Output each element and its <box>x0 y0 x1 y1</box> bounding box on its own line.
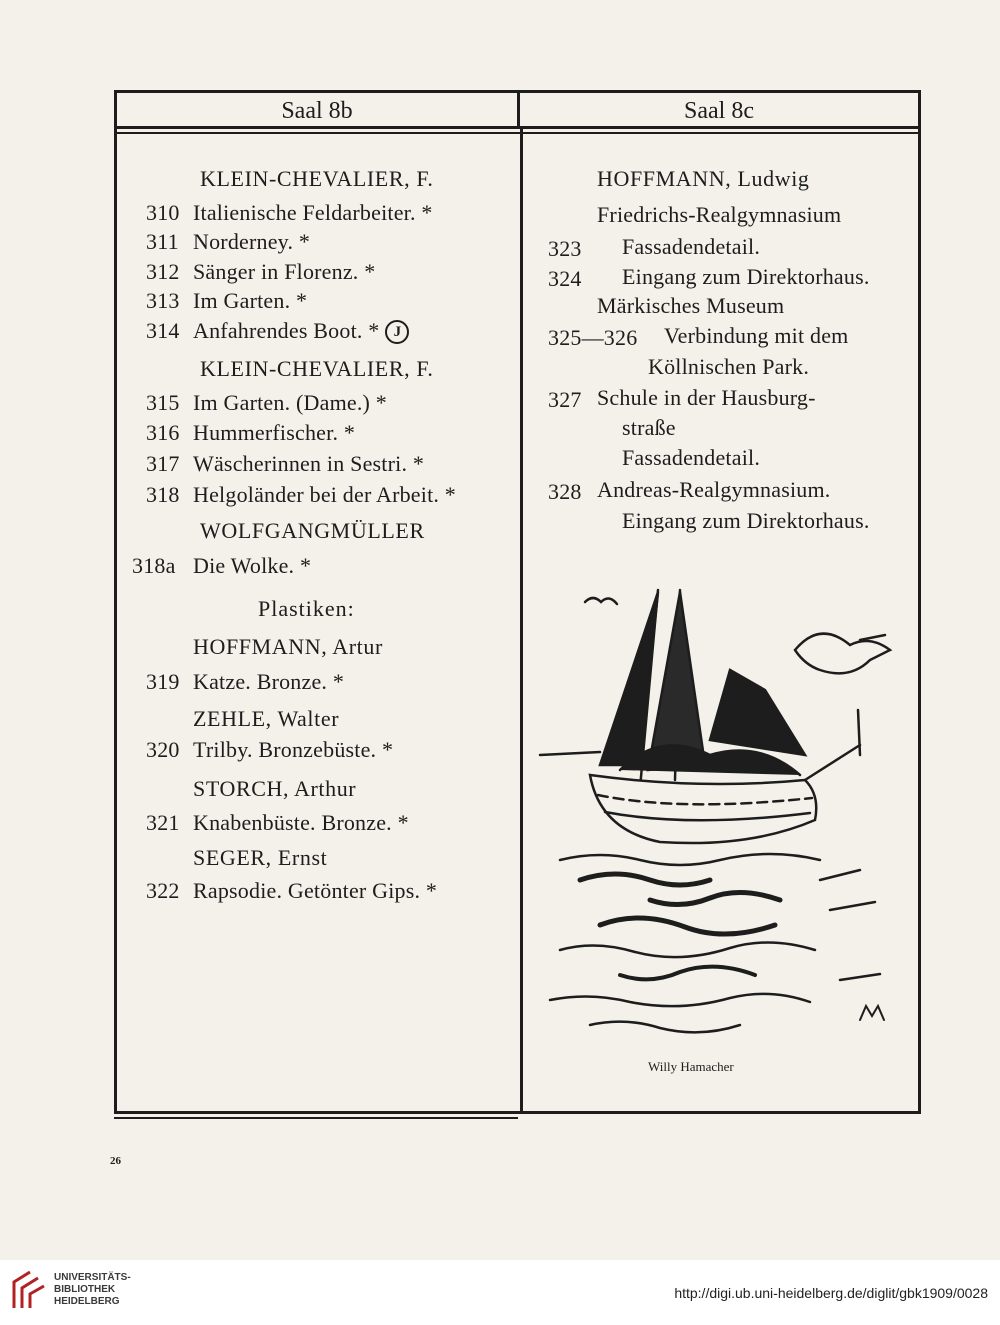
artist-name: HOFFMANN, Ludwig <box>597 166 810 191</box>
section-heading: Plastiken: <box>258 596 355 621</box>
artist-name: WOLFGANGMÜLLER <box>200 518 425 543</box>
artwork-title: Wäscherinnen in Sestri. * <box>193 451 425 476</box>
catalog-number: 314 <box>146 318 180 343</box>
artwork-title: Im Garten. (Dame.) * <box>193 390 387 415</box>
artwork-title: Schule in der Hausburg- <box>597 385 816 410</box>
catalog-number: 310 <box>146 200 180 225</box>
artwork-title: Andreas-Realgymnasium. <box>597 477 831 502</box>
frame-bottom-rule <box>114 1117 518 1119</box>
illustration-caption: Willy Hamacher <box>648 1059 734 1074</box>
catalog-number: 324 <box>548 266 582 291</box>
artwork-title: Hummerfischer. * <box>193 420 356 445</box>
catalog-number: 318a <box>132 553 176 578</box>
j-badge-icon: J <box>385 320 409 344</box>
artwork-title: Knabenbüste. Bronze. * <box>193 810 409 835</box>
artwork-title: Helgoländer bei der Arbeit. * <box>193 482 456 507</box>
artwork-title: Italienische Feldarbeiter. * <box>193 200 433 225</box>
building-name: Märkisches Museum <box>597 293 785 318</box>
artwork-title: Verbindung mit dem <box>664 323 849 348</box>
catalog-number: 327 <box>548 387 582 412</box>
artwork-title: Katze. Bronze. * <box>193 669 345 694</box>
artwork-title: Die Wolke. * <box>193 553 312 578</box>
catalog-number: 321 <box>146 810 180 835</box>
artwork-title: Norderney. * <box>193 229 311 254</box>
catalog-number: 316 <box>146 420 180 445</box>
source-url-link[interactable]: http://digi.ub.uni-heidelberg.de/diglit/gbk1909/0028 <box>674 1285 988 1301</box>
artwork-title-cont: Fassadendetail. <box>622 445 761 470</box>
catalog-number: 325—326 <box>548 325 638 350</box>
artist-name: STORCH, Arthur <box>193 776 357 801</box>
artist-name: SEGER, Ernst <box>193 845 328 870</box>
catalog-number: 328 <box>548 479 582 504</box>
catalog-number: 313 <box>146 288 180 313</box>
logo-line: UNIVERSITÄTS- <box>54 1272 131 1283</box>
artist-name: KLEIN-CHEVALIER, F. <box>200 356 434 381</box>
catalog-number: 311 <box>146 229 179 254</box>
header-saal-8b: Saal 8b <box>117 93 520 129</box>
university-logo-text <box>54 1272 131 1308</box>
artwork-title-cont: straße <box>622 415 676 440</box>
catalog-number: 317 <box>146 451 180 476</box>
artist-name: HOFFMANN, Artur <box>193 634 383 659</box>
artwork-title-cont: Eingang zum Direktorhaus. <box>622 508 870 533</box>
university-logo-icon <box>10 1270 46 1310</box>
catalog-number: 322 <box>146 878 180 903</box>
artwork-title: Im Garten. * <box>193 288 308 313</box>
catalog-number: 319 <box>146 669 180 694</box>
artist-name: KLEIN-CHEVALIER, F. <box>200 166 434 191</box>
artwork-title: Eingang zum Direktorhaus. <box>622 264 870 289</box>
artwork-title: Trilby. Bronzebüste. * <box>193 737 394 762</box>
page-number: 26 <box>110 1155 121 1167</box>
artwork-title: Rapsodie. Getönter Gips. * <box>193 878 438 903</box>
artwork-title: Fassadendetail. <box>622 234 761 259</box>
catalog-number: 318 <box>146 482 180 507</box>
sailboat-illustration <box>530 580 910 1050</box>
logo-line: BIBLIOTHEK <box>54 1284 116 1295</box>
logo-line: HEIDELBERG <box>54 1296 120 1307</box>
header-saal-8c: Saal 8c <box>520 93 918 129</box>
catalog-number: 323 <box>548 236 582 261</box>
catalog-number: 312 <box>146 259 180 284</box>
catalog-number: 320 <box>146 737 180 762</box>
artist-name: ZEHLE, Walter <box>193 706 340 731</box>
building-name: Friedrichs-Realgymnasium <box>597 202 842 227</box>
artwork-title-text: Anfahrendes Boot. * <box>193 318 380 343</box>
artwork-title: Sänger in Florenz. * <box>193 259 376 284</box>
catalog-number: 315 <box>146 390 180 415</box>
artwork-title-cont: Köllnischen Park. <box>648 354 810 379</box>
